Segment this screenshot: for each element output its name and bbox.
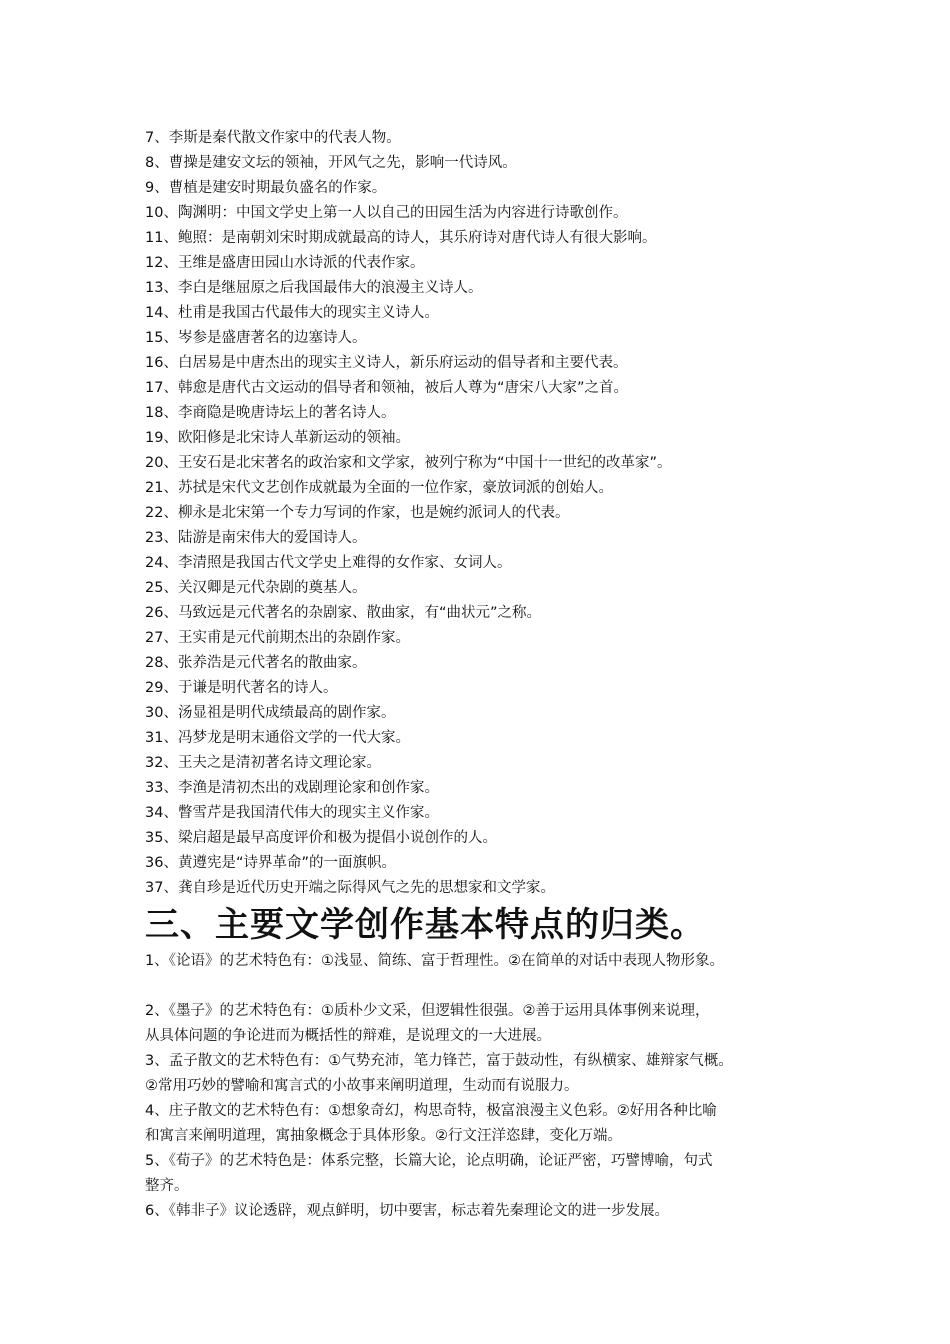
paragraph-line: 4、庄子散文的艺术特色有：①想象奇幻，构思奇特，极富浪漫主义色彩。②好用各种比喻	[145, 1103, 717, 1119]
list-item: 31、冯梦龙是明末通俗文学的一代大家。	[145, 730, 410, 746]
author-list	[145, 126, 835, 901]
list-item: 7、李斯是秦代散文作家中的代表人物。	[145, 130, 401, 146]
list-item: 9、曹植是建安时期最负盛名的作家。	[145, 180, 387, 196]
list-item: 22、柳永是北宋第一个专力写词的作家，也是婉约派词人的代表。	[145, 505, 570, 521]
paragraph-line: ②常用巧妙的譬喻和寓言式的小故事来阐明道理，生动而有说服力。	[145, 1078, 579, 1094]
list-item: 14、杜甫是我国古代最伟大的现实主义诗人。	[145, 305, 439, 321]
paragraph-line: 整齐。	[145, 1178, 189, 1194]
feature-list	[145, 949, 835, 1224]
paragraph-line: 3、孟子散文的艺术特色有：①气势充沛，笔力锋芒，富于鼓动性，有纵横家、雄辩家气概。	[145, 1053, 733, 1069]
paragraph-line: 5、《荀子》的艺术特色是：体系完整，长篇大论，论点明确，论证严密，巧譬博喻，句式	[145, 1153, 713, 1169]
list-item: 30、汤显祖是明代成绩最高的剧作家。	[145, 705, 396, 721]
list-item: 16、白居易是中唐杰出的现实主义诗人，新乐府运动的倡导者和主要代表。	[145, 355, 628, 371]
section-heading: 三、主要文学创作基本特点的归类。	[145, 905, 705, 945]
list-item: 20、王安石是北宋著名的政治家和文学家，被列宁称为“中国十一世纪的改革家”。	[145, 455, 672, 471]
list-item: 36、黄遵宪是“诗界革命”的一面旗帜。	[145, 855, 396, 871]
paragraph-line: 6、《韩非子》议论透辟，观点鲜明，切中要害，标志着先秦理论文的进一步发展。	[145, 1203, 669, 1219]
list-item: 10、陶渊明：中国文学史上第一人以自己的田园生活为内容进行诗歌创作。	[145, 205, 628, 221]
paragraph-line: 从具体问题的争论进而为概括性的辩难，是说理文的一大进展。	[145, 1028, 551, 1044]
paragraph-line: 2、《墨子》的艺术特色有：①质朴少文采，但逻辑性很强。②善于运用具体事例来说理，	[145, 1003, 710, 1019]
list-item: 27、王实甫是元代前期杰出的杂剧作家。	[145, 630, 410, 646]
list-item: 24、李清照是我国古代文学史上难得的女作家、女词人。	[145, 555, 512, 571]
list-item: 35、梁启超是最早高度评价和极为提倡小说创作的人。	[145, 830, 497, 846]
paragraph-line: 和寓言来阐明道理，寓抽象概念于具体形象。②行文汪洋恣肆，变化万端。	[145, 1128, 622, 1144]
list-item: 26、马致远是元代著名的杂剧家、散曲家，有“曲状元”之称。	[145, 605, 541, 621]
list-item: 12、王维是盛唐田园山水诗派的代表作家。	[145, 255, 425, 271]
list-item: 13、李白是继屈原之后我国最伟大的浪漫主义诗人。	[145, 280, 483, 296]
document-page	[145, 126, 835, 1224]
list-item: 15、岑参是盛唐著名的边塞诗人。	[145, 330, 367, 346]
list-item: 29、于谦是明代著名的诗人。	[145, 680, 338, 696]
list-item: 18、李商隐是晚唐诗坛上的著名诗人。	[145, 405, 396, 421]
blank-line	[145, 974, 835, 999]
list-item: 19、欧阳修是北宋诗人革新运动的领袖。	[145, 430, 410, 446]
list-item: 28、张养浩是元代著名的散曲家。	[145, 655, 367, 671]
list-item: 37、龚自珍是近代历史开端之际得风气之先的思想家和文学家。	[145, 880, 555, 896]
list-item: 33、李渔是清初杰出的戏剧理论家和创作家。	[145, 780, 439, 796]
list-item: 23、陆游是南宋伟大的爱国诗人。	[145, 530, 367, 546]
paragraph-line: 1、《论语》的艺术特色有：①浅显、简练、富于哲理性。②在简单的对话中表现人物形象。	[145, 953, 724, 969]
list-item: 25、关汉卿是元代杂剧的奠基人。	[145, 580, 367, 596]
list-item: 11、鲍照：是南朝刘宋时期成就最高的诗人，其乐府诗对唐代诗人有很大影响。	[145, 230, 657, 246]
list-item: 32、王夫之是清初著名诗文理论家。	[145, 755, 381, 771]
list-item: 34、瞥雪芹是我国清代伟大的现实主义作家。	[145, 805, 439, 821]
list-item: 21、苏拭是宋代文艺创作成就最为全面的一位作家，豪放词派的创始人。	[145, 480, 613, 496]
list-item: 17、韩愈是唐代古文运动的倡导者和领袖，被后人尊为“唐宋八大家”之首。	[145, 380, 628, 396]
list-item: 8、曹操是建安文坛的领袖，开风气之先，影响一代诗风。	[145, 155, 517, 171]
